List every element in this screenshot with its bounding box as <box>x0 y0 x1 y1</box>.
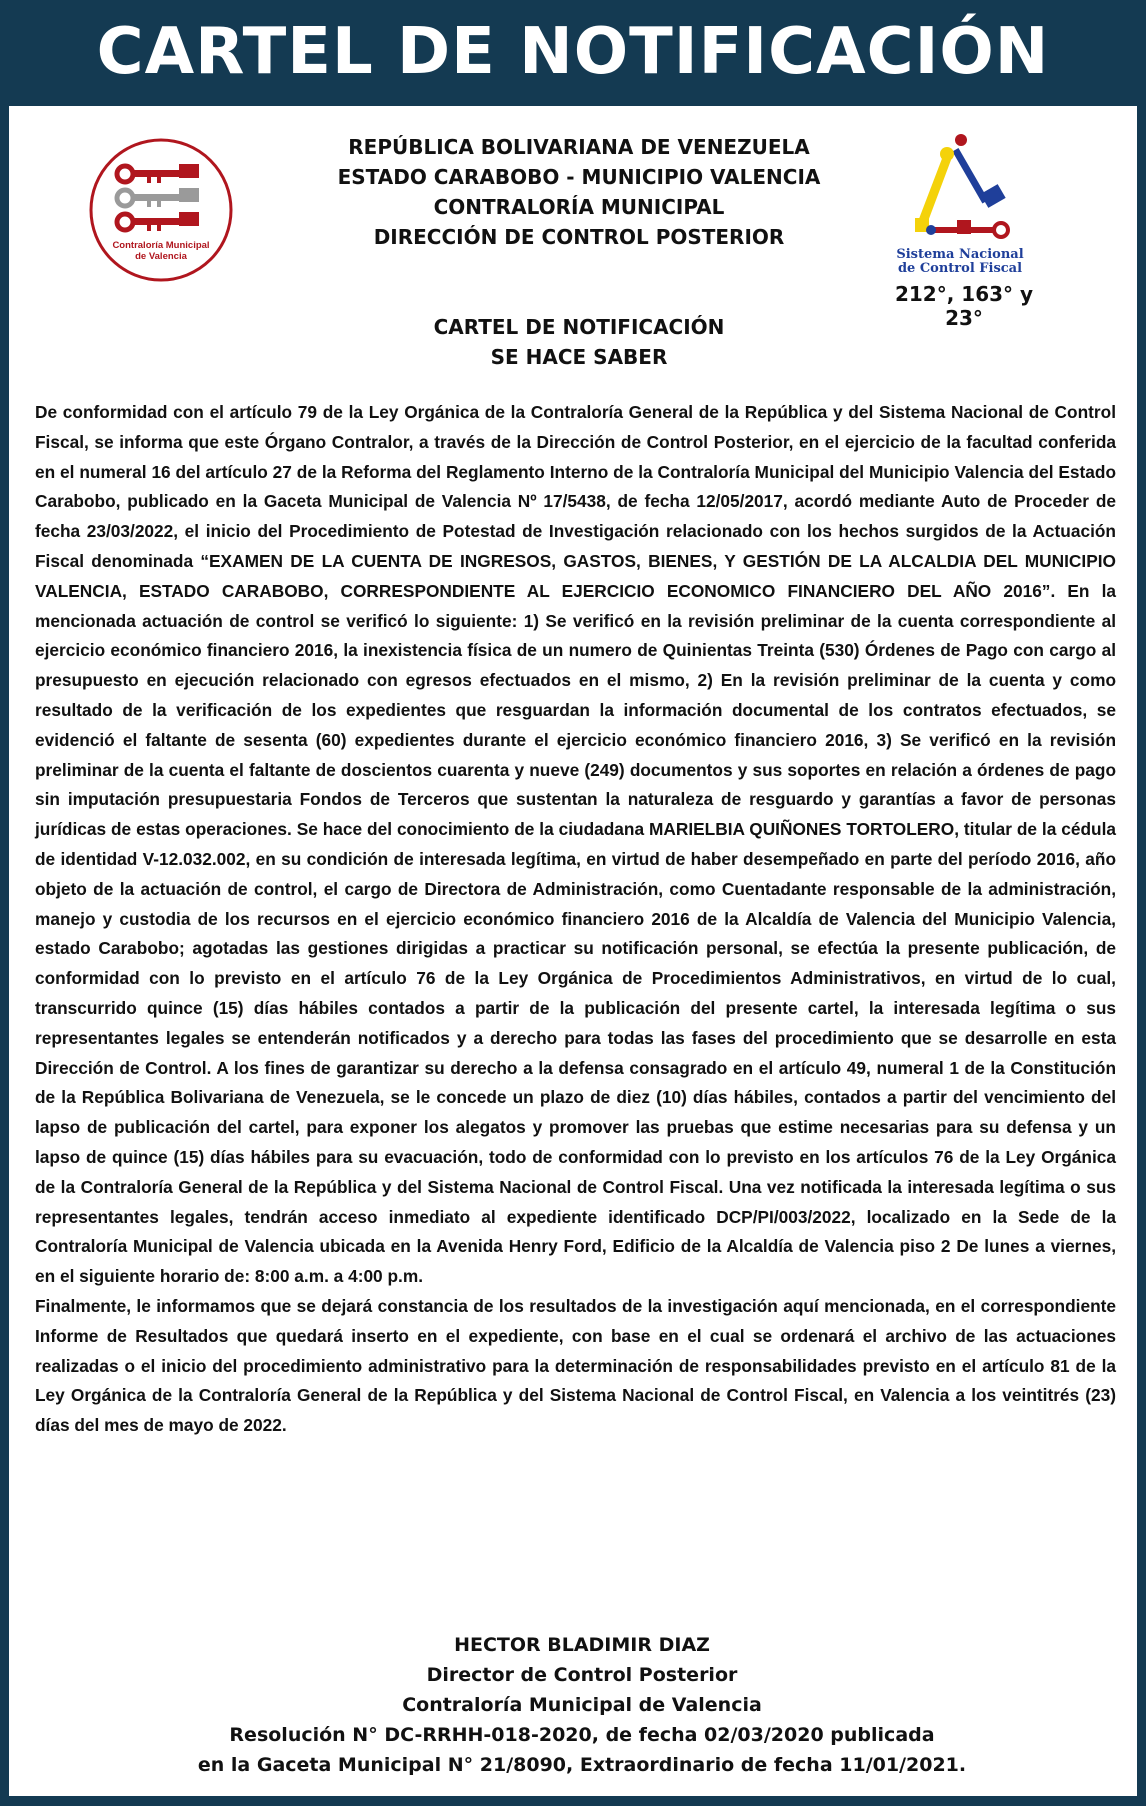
body-paragraph-2: Finalmente, le informamos que se dejará constancia de los resultados de la investigación aquí mencionada, en el correspondiente Informe de Resultados que quedará inserto en el expediente, con base en el cual se ordenará el archivo de las actuaciones realizadas o el inicio del procedimiento administrativo para la determinación de responsabilidades previsto en el artículo 81 de la Ley Orgánica de la Contraloría General de la República y del Sistema Nacional de Control Fiscal, en Valencia a los veintitrés (23) días del mes de mayo de 2022. <box>35 1295 1116 1436</box>
banner-title: CARTEL DE NOTIFICACIÓN <box>96 15 1050 89</box>
header-block <box>289 132 869 252</box>
left-logo-line-1: Contraloría Municipal <box>112 240 210 251</box>
body-paragraph-1: De conformidad con el artículo 79 de la Ley Orgánica de la Contraloría General de la República y del Sistema Nacional de Control Fiscal, se informa que este Órgano Contralor, a través de la Dirección de Control Posterior, en el ejercicio de la facultad conferida en el numeral 16 del artículo 27 de la Reforma del Reglamento Interno de la Contraloría Municipal del Municipio Valencia del Estado Carabobo, publicado en la Gaceta Municipal de Valencia Nº 17/5438, de fecha 12/05/2017, acordó mediante Auto de Proceder de fecha 23/03/2022, el inicio del Procedimiento de Potestad de Investigación relacionado con los hechos surgidos de la Actuación Fiscal denominada “EXAMEN DE LA CUENTA DE INGRESOS, GASTOS, BIENES, Y GESTIÓN DE LA ALCALDIA DEL MUNICIPIO VALENCIA, ESTADO CARABOBO, CORRESPONDIENTE AL EJERCICIO ECONOMICO FINANCIERO DEL AÑO 2016”. En la mencionada actuación de control se verificó lo siguiente: 1) Se verificó en la revisión preliminar de la cuenta correspondiente al ejercicio económico financiero 2016, la inexistencia física de un numero de Quinientas Treinta (530) Órdenes de Pago con cargo al presupuesto en ejecución relacionado con egresos efectuados en el mismo, 2) En la revisión preliminar de la cuenta y como resultado de la verificación de los expedientes que resguardan la información documental de los contratos efectuados, se evidenció el faltante de sesenta (60) expedientes durante el ejercicio económico financiero 2016, 3) Se verificó en la revisión preliminar de la cuenta el faltante de doscientos cuarenta y nueve (249) documentos y sus soportes en relación a órdenes de pago sin imputación presupuestaria Fondos de Terceros que sustentan la naturaleza de resguardo y garantías a favor de personas jurídicas de estas operaciones. Se hace del conocimiento de la ciudadana MARIELBIA QUIÑONES TORTOLERO, titular de la cédula de identidad V-12.032.002, en su condición de interesada legítima, en virtud de haber desempeñado en parte del período 2016, año objeto de la actuación de control, el cargo de Directora de Administración, como Cuentadante responsable de la administración, manejo y custodia de los recursos en el ejercicio económico financiero 2016 de la Alcaldía de Valencia del Municipio Valencia, estado Carabobo; agotadas las gestiones dirigidas a practicar su notificación personal, se efectúa la presente publicación, de conformidad con lo previsto en el artículo 76 de la Ley Orgánica de Procedimientos Administrativos, en virtud de lo cual, transcurrido quince (15) días hábiles contados a partir de la publicación del presente cartel, la interesada legítima o sus representantes legales se entenderán notificados y a derecho para todas las fases del procedimiento que se desarrolle en esta Dirección de Control. A los fines de garantizar su derecho a la defensa consagrado en el artículo 49, numeral 1 de la Constitución de la República Bolivariana de Venezuela, se le concede un plazo de diez (10) días hábiles, contados a partir del vencimiento del lapso de publicación del cartel, para exponer los alegatos y promover las pruebas que estime necesarias para su defensa y un lapso de quince (15) días hábiles para su evacuación, todo de conformidad con lo previsto en los artículos 76 de la Ley Orgánica de la Contraloría General de la República y del Sistema Nacional de Control Fiscal. Una vez notificada la interesada legítima o sus representantes legales, tendrán acceso inmediato al expediente identificado DCP/PI/003/2022, localizado en la Sede de la Contraloría Municipal de Valencia ubicada en la Avenida Henry Ford, Edificio de la Alcaldía de Valencia piso 2 De lunes a viernes, en el siguiente horario de: 8:00 a.m. a 4:00 p.m. <box>35 402 1116 1287</box>
subtitle-line-hace-saber: SE HACE SABER <box>490 345 668 369</box>
header-line-contraloria: CONTRALORÍA MUNICIPAL <box>433 195 725 219</box>
signer-title: Director de Control Posterior <box>426 1664 738 1686</box>
sistema-nacional-logo-icon <box>891 126 1029 286</box>
resolution-line-2: en la Gaceta Municipal N° 21/8090, Extraordinario de fecha 11/01/2021. <box>197 1754 967 1776</box>
degrees-label: 212°, 163° y 23° <box>894 282 1034 330</box>
red-key-icon <box>926 220 1008 237</box>
contraloria-logo-icon <box>87 136 235 284</box>
right-logo-line-1: Sistema Nacional <box>896 247 1024 262</box>
header-line-direccion: DIRECCIÓN DE CONTROL POSTERIOR <box>373 225 785 249</box>
subtitle-block <box>289 312 869 372</box>
header-line-republic: REPÚBLICA BOLIVARIANA DE VENEZUELA <box>348 135 810 159</box>
subtitle-line-cartel: CARTEL DE NOTIFICACIÓN <box>433 315 725 339</box>
yellow-key-icon <box>915 147 954 232</box>
blue-key-icon <box>952 134 1005 208</box>
header-line-state: ESTADO CARABOBO - MUNICIPIO VALENCIA <box>337 165 821 189</box>
left-logo-line-2: de Valencia <box>135 251 187 262</box>
signature-block <box>149 1630 1015 1780</box>
banner <box>0 0 1146 104</box>
notice-body <box>35 398 1116 1441</box>
signer-name: HECTOR BLADIMIR DIAZ <box>454 1634 710 1656</box>
right-logo-line-2: de Control Fiscal <box>897 261 1023 276</box>
signer-organization: Contraloría Municipal de Valencia <box>402 1694 762 1716</box>
notice-panel <box>9 106 1137 1796</box>
resolution-line-1: Resolución N° DC-RRHH-018-2020, de fecha 02/03/2020 publicada <box>229 1724 935 1746</box>
